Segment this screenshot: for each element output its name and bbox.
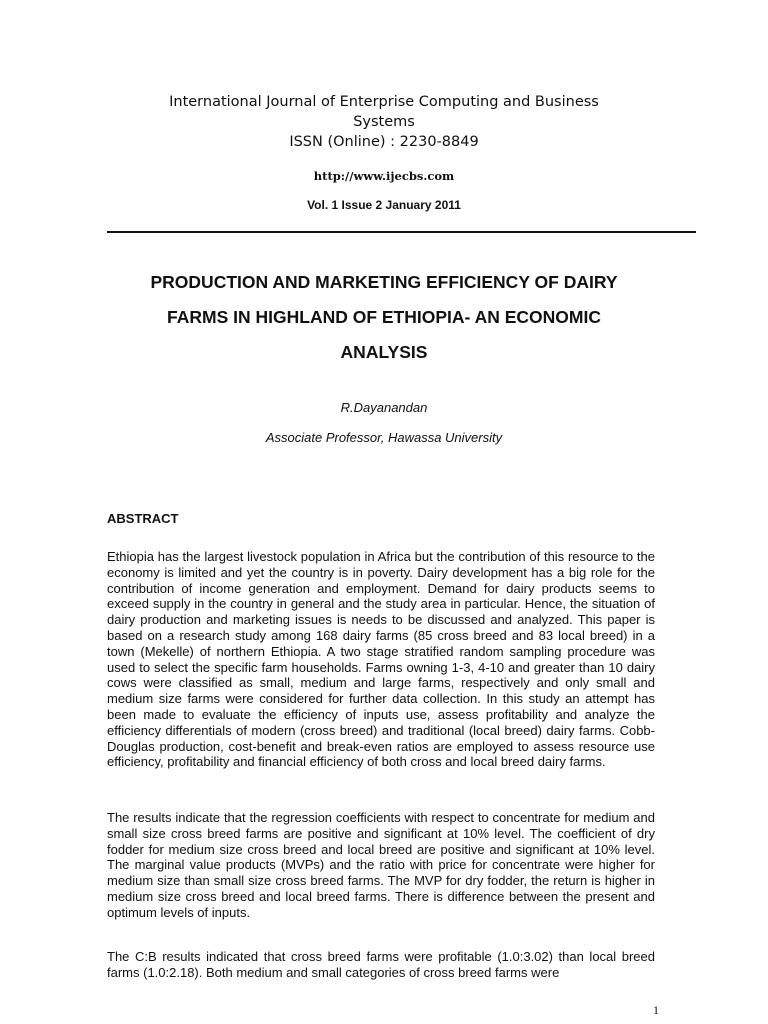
paper-title-line3: ANALYSIS — [340, 342, 428, 362]
abstract-paragraph-2: The results indicate that the regression coefficients with respect to concentrate for medium and small size cross breed farms are positive and significant at 10% level. The coefficient of dry fodder for medium size cross breed and local breed are positive and significant at 10% level. The marginal value products (MVPs) and the ratio with price for concentrate were higher for medium size than small size cross breed farms. The MVP for dry fodder, the return is higher in medium size cross breed and local breed farms. There is difference between the present and optimum levels of inputs. — [107, 810, 655, 920]
abstract-heading: ABSTRACT — [107, 511, 179, 526]
journal-name-line1: International Journal of Enterprise Computing and Business — [169, 94, 599, 110]
paper-title-line1: PRODUCTION AND MARKETING EFFICIENCY OF DAIRY — [150, 272, 618, 292]
journal-issn: ISSN (Online) : 2230-8849 — [289, 134, 479, 150]
abstract-paragraph-3: The C:B results indicated that cross breed farms were profitable (1.0:3.02) than local breed farms (1.0:2.18). Both medium and small categories of cross breed farms were — [107, 949, 655, 980]
journal-url[interactable]: http://www.ijecbs.com — [313, 169, 455, 183]
volume-issue: Vol. 1 Issue 2 January 2011 — [307, 198, 461, 212]
header-divider — [107, 231, 696, 233]
paper-title — [100, 265, 668, 370]
journal-name-line2: Systems — [353, 114, 415, 130]
author-name: R.Dayanandan — [340, 400, 428, 415]
abstract-paragraph-1: Ethiopia has the largest livestock population in Africa but the contribution of this resource to the economy is limited and yet the country is in poverty. Dairy development has a big role for the contribution of income generation and employment. Demand for dairy products seems to exceed supply in the country in general and the study area in particular. Hence, the situation of dairy production and marketing issues is needs to be discussed and analyzed. This paper is based on a research study among 168 dairy farms (85 cross breed and 83 local breed) in a town (Mekelle) of northern Ethiopia. A two stage stratified random sampling procedure was used to select the specific farm households. Farms owning 1-3, 4-10 and greater than 10 dairy cows were classified as small, medium and large farms, respectively and only small and medium size farms were considered for further data collection. In this study an attempt has been made to evaluate the efficiency of inputs use, assess profitability and analyze the efficiency differentials of modern (cross breed) and traditional (local breed) dairy farms. Cobb-Douglas production, cost-benefit and break-even ratios are employed to assess resource use efficiency, profitability and financial efficiency of both cross and local breed dairy farms. — [107, 549, 655, 770]
journal-header — [0, 92, 768, 152]
author-affiliation: Associate Professor, Hawassa University — [265, 430, 503, 445]
paper-title-line2: FARMS IN HIGHLAND OF ETHIOPIA- AN ECONOMIC — [167, 307, 601, 327]
page-number: 1 — [653, 1003, 659, 1017]
